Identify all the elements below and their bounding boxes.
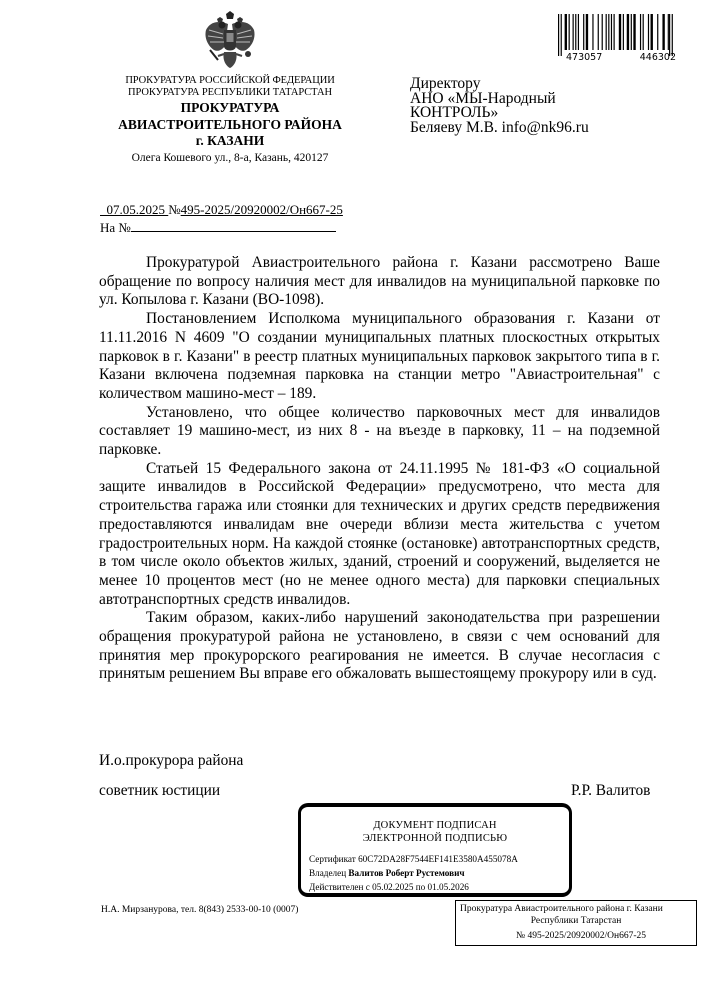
barcode-bar xyxy=(623,14,624,50)
addressee-block xyxy=(410,77,670,135)
barcode-bar xyxy=(611,14,612,50)
reply-to-line xyxy=(100,220,336,236)
registration-date: 07.05.2025 xyxy=(106,202,165,217)
barcode-bar xyxy=(561,14,562,56)
valid-to: 01.05.2026 xyxy=(427,882,469,892)
body-paragraph: Установлено, что общее количество парковочных мест для инвалидов составляет 19 машино-мест, из них 8 - на въезде в парковку, 11 – на подземной парковке. xyxy=(99,403,660,459)
reg-stamp-number: № 495-2025/20920002/Он667-25 xyxy=(516,931,646,941)
valid-label: Действителен с xyxy=(309,882,370,892)
barcode-bar xyxy=(578,14,579,50)
barcode-bar xyxy=(569,14,570,50)
header-title-prosecutor: ПРОКУРАТУРА xyxy=(180,100,280,115)
registration-number: 495-2025/20920002/Он667-25 xyxy=(180,202,343,217)
number-sign: № xyxy=(168,202,181,217)
stamp-certificate xyxy=(309,854,518,864)
barcode-bar xyxy=(633,14,635,50)
barcode-left-digits: 473057 xyxy=(566,52,603,63)
barcode-bar xyxy=(602,14,603,50)
barcode-bar xyxy=(592,14,593,50)
barcode-bar xyxy=(672,14,673,56)
barcode-bar xyxy=(627,14,629,50)
barcode-bar xyxy=(565,14,567,50)
barcode-bar xyxy=(598,14,599,50)
barcode-bar xyxy=(619,14,621,50)
barcode-bar xyxy=(662,14,664,50)
barcode-bar xyxy=(583,14,584,50)
reg-stamp-republic: Республики Татарстан xyxy=(530,916,622,926)
valid-from: 05.02.2025 xyxy=(372,882,414,892)
certificate-value: 60C72DA28F7544EF141E3580A455078A xyxy=(358,854,518,864)
reply-to-label: На № xyxy=(100,220,131,235)
letter-body xyxy=(99,254,660,684)
header-address: Олега Кошевого ул., 8-а, Казань, 420127 xyxy=(131,152,329,164)
body-paragraph: Прокуратурой Авиастроительного района г. Казани рассмотрено Ваше обращение по вопросу наличия мест для инвалидов на муниципальной парковке по ул. Копылова г. Казани (ВО-1098). xyxy=(99,254,660,309)
barcode-bar xyxy=(631,14,632,50)
addressee-line: Директору xyxy=(410,75,481,92)
stamp-owner xyxy=(309,868,465,878)
barcode-bar xyxy=(608,14,609,50)
signatory-name: Р.Р. Валитов xyxy=(571,782,651,799)
owner-label: Владелец xyxy=(309,868,347,878)
barcode-bar xyxy=(648,14,649,50)
executor-contact: Н.А. Мирзанурова, тел. 8(843) 2533-00-10 (0007) xyxy=(101,905,299,915)
body-paragraph: Таким образом, каких-либо нарушений законодательства при разрешении обращения прокуратурой района не установлено, в связи с чем оснований для принятия мер прокурорского реагирования не имеется. В случае несогласия с принятым решением Вы вправе его обжаловать вышестоящему прокурору или в суд. xyxy=(99,609,660,683)
barcode-bar xyxy=(614,14,615,50)
body-paragraph: Постановлением Исполкома муниципального образования г. Казани от 11.11.2016 N 4609 "О создании муниципальных платных плоскостных открытых парковок в г. Казани" в реестр платных муниципальных парковок закрытого типа в г. Казани включена подземная парковка на станции метро "Авиастроительная" с количеством машино-мест – 189. xyxy=(99,310,660,402)
barcode-bar xyxy=(606,14,607,50)
addressee-line: Беляеву М.В. info@nk96.ru xyxy=(410,118,589,136)
stamp-validity xyxy=(309,882,469,892)
stamp-title xyxy=(301,819,569,845)
barcode-bar xyxy=(643,14,644,50)
addressee-line: АНО «МЫ-Народный xyxy=(410,89,556,107)
signatory-rank: советник юстиции xyxy=(99,782,221,799)
barcode-bar xyxy=(668,14,669,50)
barcode-right-digits: 446302 xyxy=(639,52,676,63)
outgoing-registration xyxy=(100,202,343,218)
russian-coat-of-arms-icon xyxy=(198,10,262,72)
addressee-line: КОНТРОЛЬ» xyxy=(410,104,499,121)
electronic-signature-stamp xyxy=(298,803,572,897)
stamp-title-line: ЭЛЕКТРОННОЙ ПОДПИСЬЮ xyxy=(362,833,508,844)
registration-stamp xyxy=(455,900,697,946)
barcode-bar xyxy=(558,14,559,56)
header-title-city: г. КАЗАНИ xyxy=(195,133,265,148)
certificate-label: Сертификат xyxy=(309,854,356,864)
reply-to-blank xyxy=(131,220,336,232)
header-line-republic: ПРОКУРАТУРА РЕСПУБЛИКИ ТАТАРСТАН xyxy=(128,87,332,98)
barcode-digits xyxy=(566,52,676,63)
barcode-bar xyxy=(651,14,653,50)
barcode-bar xyxy=(657,14,658,50)
signatory-position: И.о.прокурора района xyxy=(99,752,244,769)
body-paragraph: Статьей 15 Федерального закона от 24.11.1995 № 181-ФЗ «О социальной защите инвалидов в Российской Федерации» предусмотрено, что места для строительства гаража или стоянки для технических и других средств передвижения предоставляются инвалидам вне очереди вблизи места жительства с учетом градостроительных норм. На каждой стоянке (остановке) автотранспортных средств, в том числе около объектов жилых, зданий, строений и сооружений, выделяется не менее 10 процентов мест (но не менее одного места) для парковки специальных автотранспортных средств инвалидов. xyxy=(99,459,660,608)
barcode-bar xyxy=(573,14,574,50)
header-line-federation: ПРОКУРАТУРА РОССИЙСКОЙ ФЕДЕРАЦИИ xyxy=(125,75,335,86)
header-title-district: АВИАСТРОИТЕЛЬНОГО РАЙОНА xyxy=(118,117,342,132)
reg-stamp-org: Прокуратура Авиастроительного района г. Казани xyxy=(460,904,663,914)
barcode-bar xyxy=(586,14,588,50)
owner-value: Валитов Роберт Рустемович xyxy=(348,868,465,878)
valid-to-label: по xyxy=(415,882,426,892)
barcode-bar xyxy=(575,14,576,50)
stamp-title-line: ДОКУМЕНТ ПОДПИСАН xyxy=(373,820,497,831)
barcode-bar xyxy=(640,14,641,50)
barcode xyxy=(558,14,673,56)
barcode-bar xyxy=(669,14,670,56)
